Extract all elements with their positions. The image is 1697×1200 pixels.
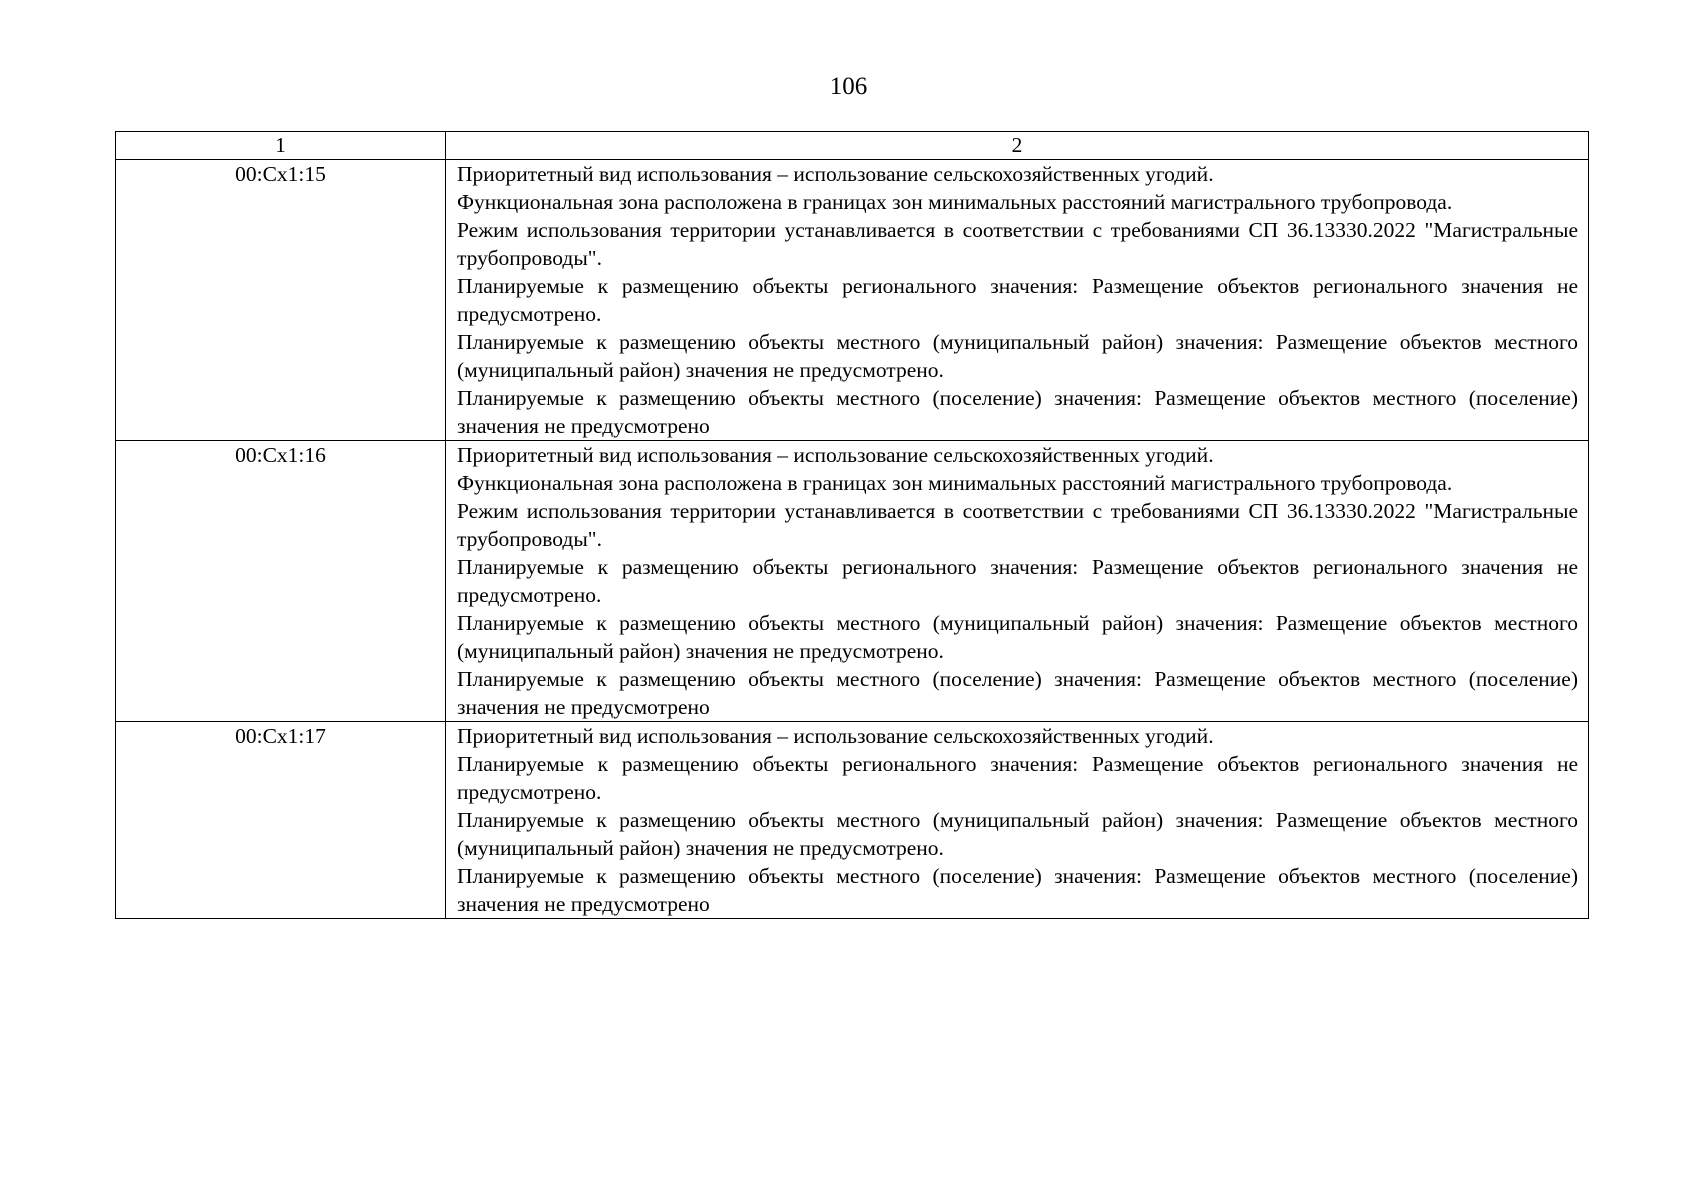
description-paragraph: Функциональная зона расположена в границах зон минимальных расстояний магистрального трубопровода. xyxy=(457,190,1453,214)
zone-code: 00:Сх1:17 xyxy=(116,722,446,919)
table-row xyxy=(116,722,1589,919)
description-paragraph: Приоритетный вид использования – использование сельскохозяйственных угодий. xyxy=(457,162,1214,186)
description-paragraph: Планируемые к размещению объекты регионального значения: Размещение объектов регионального значения не предусмотрено. xyxy=(457,274,1578,326)
column-header-1: 1 xyxy=(116,132,446,160)
column-header-2: 2 xyxy=(446,132,1589,160)
description-paragraph: Приоритетный вид использования – использование сельскохозяйственных угодий. xyxy=(457,724,1214,748)
zone-description xyxy=(446,722,1589,919)
description-paragraph: Функциональная зона расположена в границах зон минимальных расстояний магистрального трубопровода. xyxy=(457,471,1453,495)
description-paragraph: Планируемые к размещению объекты местного (муниципальный район) значения: Размещение объектов местного (муниципальный район) значения не предусмотрено. xyxy=(457,611,1578,663)
table-header-row xyxy=(116,132,1589,160)
zone-description xyxy=(446,441,1589,722)
zones-table xyxy=(115,131,1589,919)
zone-code: 00:Сх1:16 xyxy=(116,441,446,722)
description-paragraph: Приоритетный вид использования – использование сельскохозяйственных угодий. xyxy=(457,443,1214,467)
zone-code: 00:Сх1:15 xyxy=(116,160,446,441)
table-row xyxy=(116,160,1589,441)
description-paragraph: Планируемые к размещению объекты местного (муниципальный район) значения: Размещение объектов местного (муниципальный район) значения не предусмотрено. xyxy=(457,808,1578,860)
zone-description xyxy=(446,160,1589,441)
description-paragraph: Планируемые к размещению объекты местного (поселение) значения: Размещение объектов местного (поселение) значения не предусмотрено xyxy=(457,864,1578,916)
description-paragraph: Планируемые к размещению объекты местного (поселение) значения: Размещение объектов местного (поселение) значения не предусмотрено xyxy=(457,667,1578,719)
page-number: 106 xyxy=(829,73,868,100)
description-paragraph: Режим использования территории устанавливается в соответствии с требованиями СП 36.13330.2022 "Магистральные трубопроводы". xyxy=(457,499,1578,551)
description-paragraph: Планируемые к размещению объекты местного (поселение) значения: Размещение объектов местного (поселение) значения не предусмотрено xyxy=(457,386,1578,438)
description-paragraph: Планируемые к размещению объекты местного (муниципальный район) значения: Размещение объектов местного (муниципальный район) значения не предусмотрено. xyxy=(457,330,1578,382)
description-paragraph: Планируемые к размещению объекты регионального значения: Размещение объектов регионального значения не предусмотрено. xyxy=(457,752,1578,804)
description-paragraph: Планируемые к размещению объекты регионального значения: Размещение объектов регионального значения не предусмотрено. xyxy=(457,555,1578,607)
description-paragraph: Режим использования территории устанавливается в соответствии с требованиями СП 36.13330.2022 "Магистральные трубопроводы". xyxy=(457,218,1578,270)
table-row xyxy=(116,441,1589,722)
